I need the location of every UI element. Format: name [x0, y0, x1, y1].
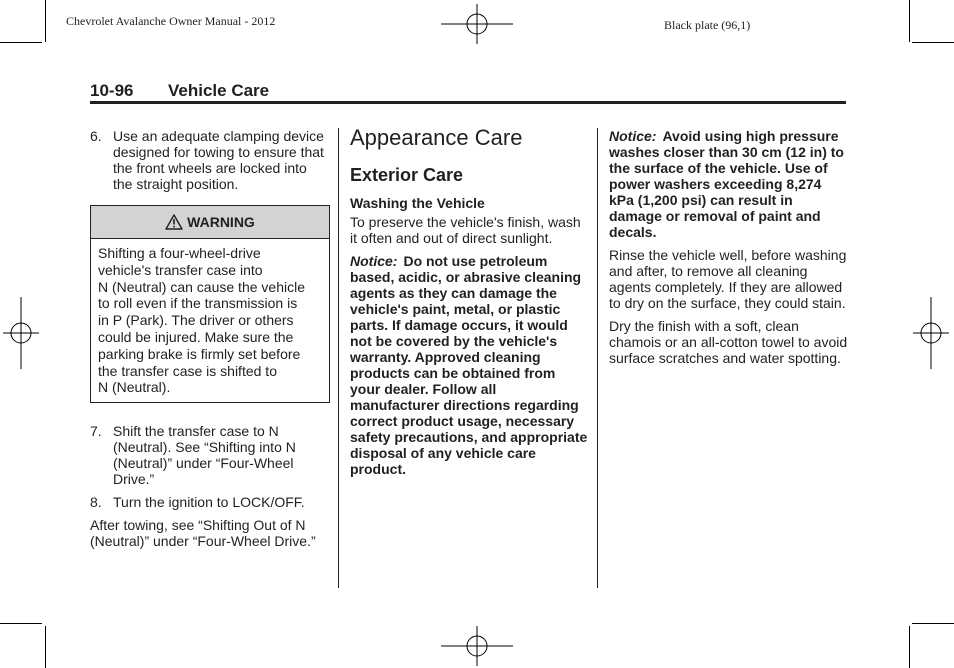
- warning-line: N (Neutral).: [98, 379, 171, 396]
- list-text: Turn the ignition to LOCK/OFF.: [113, 494, 305, 511]
- paragraph: After towing, see “Shifting Out of N (Neutral)” under “Four-Wheel Drive.”: [90, 517, 316, 550]
- registration-mark-right-icon: [913, 297, 949, 369]
- warning-line: Shifting a four-wheel-drive: [98, 245, 261, 261]
- running-head: [90, 81, 269, 101]
- notice-label: Notice:: [350, 253, 398, 269]
- warning-triangle-icon: [165, 214, 183, 230]
- column-3: [609, 128, 849, 373]
- column-divider-1: [338, 128, 339, 588]
- list-text: Shift the transfer case to N (Neutral). See “Shifting into N (Neutral)” under “Four-Wheel Drive.”: [113, 423, 296, 488]
- list-number: 8.: [90, 494, 102, 511]
- warning-line: the transfer case is shifted to: [98, 362, 277, 379]
- crop-mark-bottom-left-h: [0, 623, 42, 624]
- paragraph: Dry the finish with a soft, clean chamois or an all-cotton towel to avoid surface scratches and water spotting.: [609, 318, 848, 366]
- warning-box: [90, 205, 330, 403]
- crop-mark-top-left-v: [45, 0, 46, 42]
- list-number: 6.: [90, 128, 102, 144]
- list-text: Use an adequate clamping device designed for towing to ensure that the front wheels are locked into the straight position.: [113, 128, 324, 192]
- warning-header: [91, 206, 329, 239]
- warning-title: WARNING: [187, 214, 255, 230]
- list-number: 7.: [90, 423, 102, 440]
- paragraph: To preserve the vehicle's finish, wash it often and out of direct sunlight.: [350, 214, 581, 246]
- header-rule: [90, 101, 846, 104]
- registration-mark-top-icon: [441, 4, 513, 44]
- paragraph: Rinse the vehicle well, before washing and after, to remove all cleaning agents completely. If they are allowed to dry on the surface, they could stain.: [609, 247, 847, 311]
- warning-line: to roll even if the transmission is: [98, 295, 298, 312]
- list-item: [90, 494, 330, 510]
- registration-mark-left-icon: [3, 297, 39, 369]
- warning-line: could be injured. Make sure the: [98, 328, 294, 345]
- list-item: [90, 423, 330, 487]
- crop-mark-top-right-h: [912, 42, 954, 43]
- crop-mark-top-right-v: [909, 0, 910, 42]
- notice-label: Notice:: [609, 128, 657, 144]
- registration-mark-bottom-icon: [441, 626, 513, 666]
- manual-title: Chevrolet Avalanche Owner Manual - 2012: [66, 14, 276, 28]
- column-1: [90, 128, 330, 556]
- plate-label: Black plate (96,1): [664, 18, 751, 32]
- page-number: 10-96: [90, 81, 134, 100]
- crop-mark-bottom-right-v: [909, 626, 910, 668]
- warning-body: [91, 239, 329, 402]
- section-title: Vehicle Care: [168, 81, 270, 100]
- column-2: [350, 125, 588, 484]
- warning-line: vehicle's transfer case into: [98, 261, 263, 278]
- notice: [609, 128, 849, 240]
- crop-mark-bottom-right-h: [912, 623, 954, 624]
- subsection-heading: Washing the Vehicle: [350, 195, 485, 211]
- crop-mark-top-left-h: [0, 42, 42, 43]
- notice-text: Avoid using high pressure washes closer than 30 cm (12 in) to the surface of the vehicle. Use of power washers exceeding 8,274 kPa (1,200 psi) can result in damage or removal of paint and decals.: [609, 128, 844, 240]
- column-divider-2: [597, 128, 598, 588]
- section-heading: Exterior Care: [350, 165, 464, 185]
- crop-mark-bottom-left-v: [45, 626, 46, 668]
- list-item: [90, 128, 330, 192]
- chapter-heading: Appearance Care: [350, 125, 523, 150]
- warning-line: N (Neutral) can cause the vehicle: [98, 278, 305, 295]
- warning-line: parking brake is firmly set before: [98, 345, 301, 362]
- notice-text: Do not use petroleum based, acidic, or abrasive cleaning agents as they can damage the vehicle's paint, metal, or plastic parts. If damage occurs, it would not be covered by the vehicle's warranty. Approved cleaning products can be obtained from your dealer. Follow all manufacturer directions regarding correct product usage, necessary safety precautions, and appropriate disposal of any vehicle care product.: [350, 253, 588, 477]
- notice: [350, 253, 588, 477]
- warning-line: in P (Park). The driver or others: [98, 312, 294, 329]
